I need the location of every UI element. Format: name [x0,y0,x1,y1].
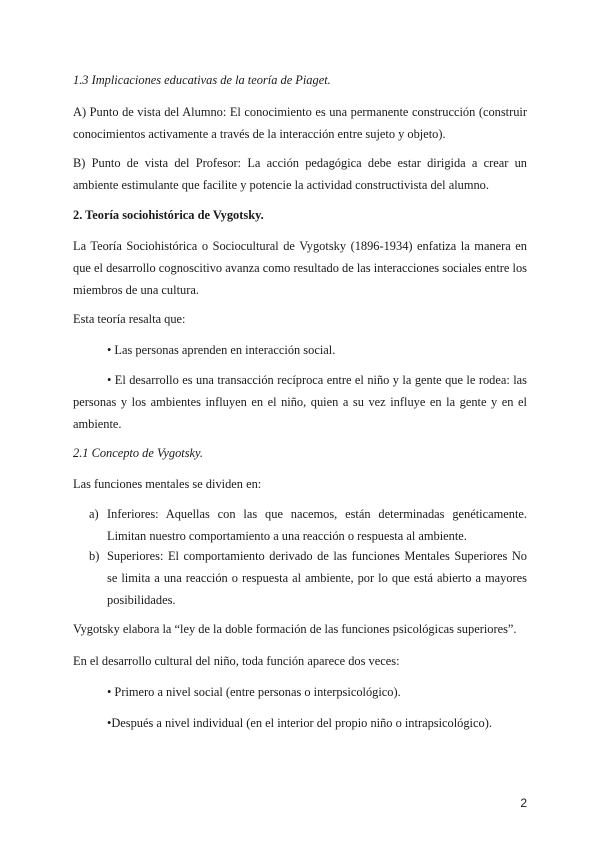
paragraph-vygotsky-intro: La Teoría Sociohistórica o Sociocultural de Vygotsky (1896-1934) enfatiza la manera en que el desarrollo cognoscitivo avanza como resultado de las interacciones sociales entre los miembros de una cultura. [73,239,527,297]
paragraph-highlight-lead: Esta teoría resalta que: [73,312,186,326]
list-marker: a) [89,507,99,521]
bullet-individual-level: •Después a nivel individual (en el interior del propio niño o intrapsicológico). [107,716,492,730]
bullet-social-level: • Primero a nivel social (entre personas o interpsicológico). [107,685,401,699]
bullet-reciprocal-development: • El desarrollo es una transacción recíproca entre el niño y la gente que le rodea: las personas y los ambientes influyen en el niño, quien a su vez influye en la gente y en el ambiente. [73,373,527,431]
section-heading-2-1: 2.1 Concepto de Vygotsky. [73,446,203,460]
list-item-inferiores [89,503,527,547]
section-heading-2: 2. Teoría sociohistórica de Vygotsky. [73,208,264,222]
paragraph-double-formation-law: Vygotsky elabora la “ley de la doble formación de las funciones psicológicas superiores”. [73,622,517,636]
page-number: 2 [520,796,527,810]
paragraph-profesor: B) Punto de vista del Profesor: La acción pedagógica debe estar dirigida a crear un ambiente estimulante que facilite y potencie la actividad constructivista del alumno. [73,156,527,192]
list-item-text: Superiores: El comportamiento derivado de las funciones Mentales Superiores No se limita a una reacción o respuesta al ambiente, por lo que está abierto a mayores posibilidades. [107,549,527,607]
paragraph-alumno: A) Punto de vista del Alumno: El conocimiento es una permanente construcción (construir conocimientos activamente a través de la interacción entre sujeto y objeto). [73,105,527,141]
list-item-superiores [89,545,527,611]
paragraph-functions-lead: Las funciones mentales se dividen en: [73,477,262,491]
list-item-text: Inferiores: Aquellas con las que nacemos, están determinadas genéticamente. Limitan nuestro comportamiento a una reacción o respuesta al ambiente. [107,507,527,543]
list-marker: b) [89,549,100,563]
bullet-social-interaction: • Las personas aprenden en interacción social. [107,343,336,357]
paragraph-cultural-development: En el desarrollo cultural del niño, toda función aparece dos veces: [73,654,400,668]
section-heading-1-3: 1.3 Implicaciones educativas de la teoría de Piaget. [73,73,331,87]
